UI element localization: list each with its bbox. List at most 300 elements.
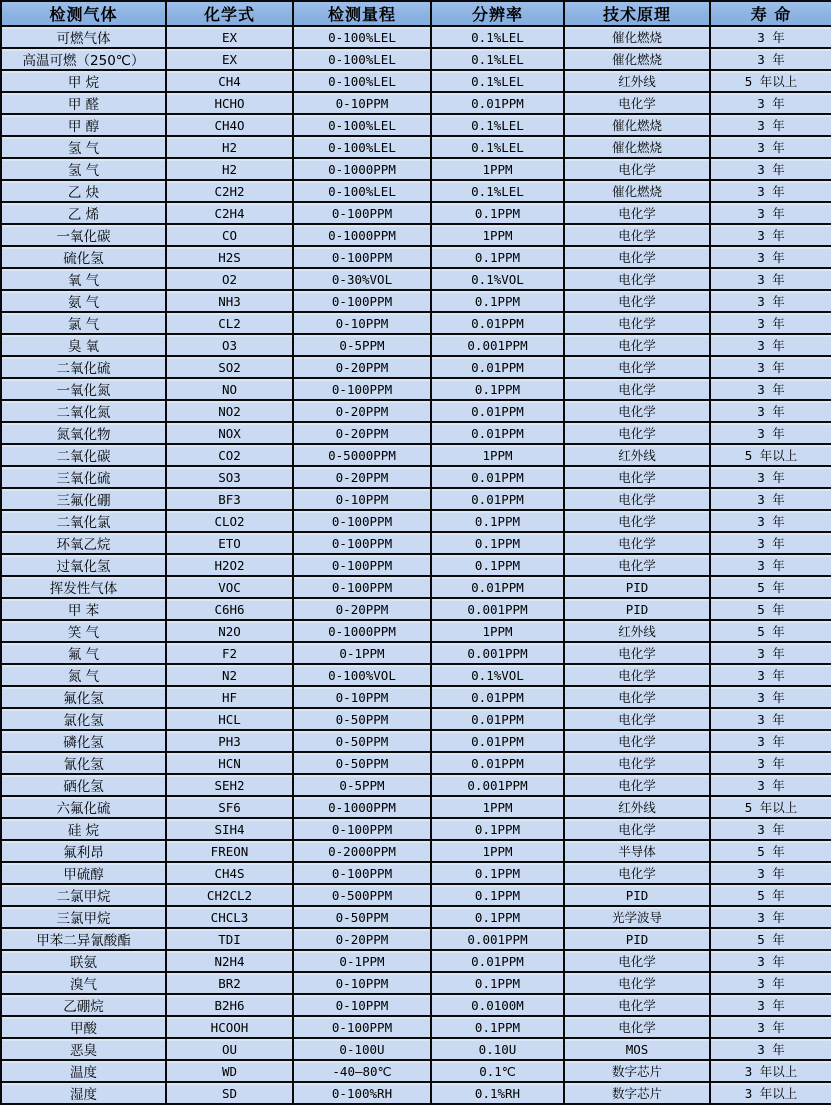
table-row — [1, 972, 831, 994]
cell-range: 0-100%LEL — [293, 180, 431, 202]
cell-principle: 催化燃烧 — [564, 114, 710, 136]
cell-principle: 电化学 — [564, 686, 710, 708]
column-header-gas: 检测气体 — [1, 1, 166, 26]
cell-gas: 甲 苯 — [1, 598, 166, 620]
cell-principle: 催化燃烧 — [564, 26, 710, 48]
cell-formula: O3 — [166, 334, 293, 356]
cell-lifespan: 3 年 — [710, 818, 831, 840]
cell-lifespan: 5 年 — [710, 840, 831, 862]
table-row — [1, 1082, 831, 1104]
cell-range: 0-1000PPM — [293, 158, 431, 180]
cell-range: 0-100PPM — [293, 532, 431, 554]
cell-range: 0-2000PPM — [293, 840, 431, 862]
cell-gas: 硫化氢 — [1, 246, 166, 268]
cell-range: 0-1000PPM — [293, 796, 431, 818]
cell-lifespan: 3 年 — [710, 26, 831, 48]
cell-formula: N2O — [166, 620, 293, 642]
cell-gas: 过氧化氢 — [1, 554, 166, 576]
column-header-resolution: 分辨率 — [431, 1, 564, 26]
cell-principle: 半导体 — [564, 840, 710, 862]
cell-gas: 磷化氢 — [1, 730, 166, 752]
cell-resolution: 0.01PPM — [431, 752, 564, 774]
table-row — [1, 796, 831, 818]
cell-range: 0-500PPM — [293, 884, 431, 906]
cell-lifespan: 3 年 — [710, 642, 831, 664]
cell-principle: 电化学 — [564, 290, 710, 312]
table-row — [1, 576, 831, 598]
cell-range: 0-1000PPM — [293, 620, 431, 642]
cell-resolution: 0.1PPM — [431, 378, 564, 400]
cell-range: 0-10PPM — [293, 92, 431, 114]
cell-gas: 环氧乙烷 — [1, 532, 166, 554]
cell-resolution: 0.1PPM — [431, 1016, 564, 1038]
cell-lifespan: 3 年 — [710, 554, 831, 576]
cell-formula: H2O2 — [166, 554, 293, 576]
cell-lifespan: 3 年 — [710, 158, 831, 180]
cell-resolution: 0.01PPM — [431, 312, 564, 334]
cell-principle: 红外线 — [564, 620, 710, 642]
cell-resolution: 1PPM — [431, 840, 564, 862]
cell-range: 0-10PPM — [293, 972, 431, 994]
cell-resolution: 0.1%VOL — [431, 268, 564, 290]
cell-range: 0-1PPM — [293, 642, 431, 664]
cell-lifespan: 3 年 — [710, 48, 831, 70]
cell-lifespan: 3 年 — [710, 202, 831, 224]
cell-formula: CO — [166, 224, 293, 246]
cell-formula: SIH4 — [166, 818, 293, 840]
cell-gas: 氮 气 — [1, 664, 166, 686]
cell-range: 0-50PPM — [293, 752, 431, 774]
cell-gas: 硅 烷 — [1, 818, 166, 840]
cell-range: 0-5PPM — [293, 334, 431, 356]
cell-gas: 乙硼烷 — [1, 994, 166, 1016]
cell-resolution: 0.1%RH — [431, 1082, 564, 1104]
cell-lifespan: 3 年 — [710, 752, 831, 774]
cell-range: 0-20PPM — [293, 422, 431, 444]
cell-lifespan: 3 年 — [710, 268, 831, 290]
cell-principle: 电化学 — [564, 334, 710, 356]
cell-formula: HCOOH — [166, 1016, 293, 1038]
cell-principle: 催化燃烧 — [564, 48, 710, 70]
cell-gas: 联氨 — [1, 950, 166, 972]
cell-principle: 电化学 — [564, 356, 710, 378]
cell-principle: 电化学 — [564, 510, 710, 532]
cell-resolution: 0.1PPM — [431, 554, 564, 576]
cell-formula: CH4O — [166, 114, 293, 136]
cell-lifespan: 3 年 — [710, 114, 831, 136]
cell-range: 0-100U — [293, 1038, 431, 1060]
cell-resolution: 0.01PPM — [431, 576, 564, 598]
cell-gas: 湿度 — [1, 1082, 166, 1104]
table-row — [1, 950, 831, 972]
cell-range: 0-20PPM — [293, 466, 431, 488]
cell-gas: 可燃气体 — [1, 26, 166, 48]
cell-formula: CO2 — [166, 444, 293, 466]
cell-range: 0-100PPM — [293, 202, 431, 224]
cell-resolution: 0.1PPM — [431, 862, 564, 884]
cell-principle: PID — [564, 576, 710, 598]
cell-formula: CL2 — [166, 312, 293, 334]
cell-formula: SEH2 — [166, 774, 293, 796]
cell-gas: 氯 气 — [1, 312, 166, 334]
table-row — [1, 136, 831, 158]
cell-gas: 氯化氢 — [1, 708, 166, 730]
cell-range: 0-100%LEL — [293, 26, 431, 48]
cell-lifespan: 5 年 — [710, 598, 831, 620]
cell-resolution: 0.001PPM — [431, 928, 564, 950]
table-row — [1, 532, 831, 554]
cell-formula: CLO2 — [166, 510, 293, 532]
cell-range: 0-20PPM — [293, 356, 431, 378]
cell-formula: F2 — [166, 642, 293, 664]
cell-range: 0-10PPM — [293, 994, 431, 1016]
cell-lifespan: 3 年 — [710, 532, 831, 554]
cell-resolution: 0.01PPM — [431, 730, 564, 752]
cell-gas: 溴气 — [1, 972, 166, 994]
cell-principle: 电化学 — [564, 378, 710, 400]
table-row — [1, 994, 831, 1016]
cell-formula: BR2 — [166, 972, 293, 994]
table-row — [1, 422, 831, 444]
cell-lifespan: 5 年以上 — [710, 796, 831, 818]
cell-gas: 氰化氢 — [1, 752, 166, 774]
cell-gas: 二氧化硫 — [1, 356, 166, 378]
cell-principle: 电化学 — [564, 818, 710, 840]
cell-resolution: 0.1%LEL — [431, 114, 564, 136]
cell-resolution: 0.1PPM — [431, 818, 564, 840]
table-row — [1, 752, 831, 774]
cell-formula: C2H2 — [166, 180, 293, 202]
cell-resolution: 0.1%LEL — [431, 26, 564, 48]
table-row — [1, 708, 831, 730]
table-row — [1, 818, 831, 840]
cell-principle: 电化学 — [564, 422, 710, 444]
cell-formula: SO3 — [166, 466, 293, 488]
cell-principle: 电化学 — [564, 554, 710, 576]
cell-resolution: 0.01PPM — [431, 708, 564, 730]
cell-resolution: 0.1PPM — [431, 906, 564, 928]
cell-formula: VOC — [166, 576, 293, 598]
cell-lifespan: 3 年 — [710, 180, 831, 202]
table-row — [1, 862, 831, 884]
cell-lifespan: 5 年以上 — [710, 70, 831, 92]
cell-gas: 甲酸 — [1, 1016, 166, 1038]
cell-resolution: 0.1PPM — [431, 972, 564, 994]
cell-principle: 电化学 — [564, 752, 710, 774]
cell-formula: NOX — [166, 422, 293, 444]
cell-resolution: 0.01PPM — [431, 400, 564, 422]
cell-formula: HCN — [166, 752, 293, 774]
cell-gas: 氮氧化物 — [1, 422, 166, 444]
cell-range: 0-20PPM — [293, 400, 431, 422]
table-row — [1, 26, 831, 48]
cell-principle: 电化学 — [564, 862, 710, 884]
cell-range: 0-1PPM — [293, 950, 431, 972]
cell-lifespan: 3 年 — [710, 312, 831, 334]
cell-principle: 电化学 — [564, 92, 710, 114]
cell-principle: 数字芯片 — [564, 1082, 710, 1104]
cell-formula: CH4S — [166, 862, 293, 884]
cell-formula: ETO — [166, 532, 293, 554]
table-row — [1, 488, 831, 510]
cell-formula: OU — [166, 1038, 293, 1060]
cell-formula: NO — [166, 378, 293, 400]
cell-gas: 氟利昂 — [1, 840, 166, 862]
cell-formula: NO2 — [166, 400, 293, 422]
cell-lifespan: 3 年 — [710, 224, 831, 246]
table-row — [1, 158, 831, 180]
cell-resolution: 0.001PPM — [431, 334, 564, 356]
cell-principle: 电化学 — [564, 268, 710, 290]
cell-gas: 二氧化氯 — [1, 510, 166, 532]
cell-resolution: 0.001PPM — [431, 598, 564, 620]
cell-lifespan: 3 年 — [710, 510, 831, 532]
cell-resolution: 0.01PPM — [431, 92, 564, 114]
table-row — [1, 906, 831, 928]
cell-formula: EX — [166, 48, 293, 70]
cell-range: 0-100PPM — [293, 576, 431, 598]
cell-formula: B2H6 — [166, 994, 293, 1016]
cell-principle: MOS — [564, 1038, 710, 1060]
cell-lifespan: 3 年 — [710, 906, 831, 928]
table-row — [1, 1038, 831, 1060]
cell-principle: 数字芯片 — [564, 1060, 710, 1082]
cell-formula: N2H4 — [166, 950, 293, 972]
table-row — [1, 1016, 831, 1038]
cell-lifespan: 3 年 — [710, 488, 831, 510]
cell-gas: 甲 烷 — [1, 70, 166, 92]
cell-resolution: 0.10U — [431, 1038, 564, 1060]
cell-range: 0-10PPM — [293, 312, 431, 334]
cell-range: 0-50PPM — [293, 730, 431, 752]
cell-gas: 三氧化硫 — [1, 466, 166, 488]
cell-gas: 一氧化氮 — [1, 378, 166, 400]
cell-principle: 电化学 — [564, 532, 710, 554]
cell-resolution: 0.01PPM — [431, 466, 564, 488]
table-row — [1, 840, 831, 862]
cell-range: 0-100PPM — [293, 554, 431, 576]
cell-range: 0-100%LEL — [293, 136, 431, 158]
table-row — [1, 268, 831, 290]
cell-formula: CH2CL2 — [166, 884, 293, 906]
cell-lifespan: 3 年 — [710, 378, 831, 400]
cell-lifespan: 3 年 — [710, 136, 831, 158]
cell-lifespan: 3 年 — [710, 92, 831, 114]
cell-gas: 乙 烯 — [1, 202, 166, 224]
table-row — [1, 114, 831, 136]
cell-principle: PID — [564, 598, 710, 620]
cell-principle: 催化燃烧 — [564, 136, 710, 158]
cell-formula: CH4 — [166, 70, 293, 92]
table-row — [1, 290, 831, 312]
cell-gas: 三氯甲烷 — [1, 906, 166, 928]
cell-principle: 电化学 — [564, 224, 710, 246]
table-row — [1, 202, 831, 224]
cell-gas: 氢 气 — [1, 136, 166, 158]
cell-lifespan: 3 年以上 — [710, 1082, 831, 1104]
column-header-formula: 化学式 — [166, 1, 293, 26]
cell-gas: 硒化氢 — [1, 774, 166, 796]
cell-range: 0-30%VOL — [293, 268, 431, 290]
cell-gas: 六氟化硫 — [1, 796, 166, 818]
cell-range: 0-1000PPM — [293, 224, 431, 246]
cell-formula: NH3 — [166, 290, 293, 312]
cell-principle: 电化学 — [564, 730, 710, 752]
cell-range: 0-100PPM — [293, 862, 431, 884]
cell-principle: 电化学 — [564, 488, 710, 510]
cell-resolution: 0.1%LEL — [431, 48, 564, 70]
cell-lifespan: 5 年以上 — [710, 444, 831, 466]
cell-range: 0-100PPM — [293, 246, 431, 268]
cell-principle: 电化学 — [564, 246, 710, 268]
table-row — [1, 378, 831, 400]
cell-gas: 挥发性气体 — [1, 576, 166, 598]
cell-resolution: 1PPM — [431, 796, 564, 818]
cell-gas: 氟 气 — [1, 642, 166, 664]
cell-principle: 电化学 — [564, 994, 710, 1016]
cell-resolution: 0.1PPM — [431, 884, 564, 906]
cell-range: 0-100PPM — [293, 818, 431, 840]
cell-range: 0-100%LEL — [293, 70, 431, 92]
cell-gas: 温度 — [1, 1060, 166, 1082]
cell-resolution: 0.001PPM — [431, 642, 564, 664]
cell-resolution: 0.1%LEL — [431, 136, 564, 158]
table-row — [1, 598, 831, 620]
cell-principle: 电化学 — [564, 708, 710, 730]
table-row — [1, 466, 831, 488]
cell-formula: HF — [166, 686, 293, 708]
cell-lifespan: 3 年 — [710, 862, 831, 884]
cell-range: 0-100PPM — [293, 1016, 431, 1038]
cell-formula: EX — [166, 26, 293, 48]
cell-range: 0-50PPM — [293, 906, 431, 928]
cell-formula: FREON — [166, 840, 293, 862]
cell-resolution: 0.1℃ — [431, 1060, 564, 1082]
cell-formula: PH3 — [166, 730, 293, 752]
table-row — [1, 686, 831, 708]
cell-resolution: 0.1PPM — [431, 532, 564, 554]
cell-principle: 电化学 — [564, 950, 710, 972]
cell-resolution: 0.01PPM — [431, 686, 564, 708]
header-row — [1, 1, 831, 26]
cell-principle: 电化学 — [564, 312, 710, 334]
table-row — [1, 180, 831, 202]
cell-formula: C2H4 — [166, 202, 293, 224]
column-header-range: 检测量程 — [293, 1, 431, 26]
cell-resolution: 0.1PPM — [431, 290, 564, 312]
cell-formula: HCL — [166, 708, 293, 730]
cell-range: 0-100%RH — [293, 1082, 431, 1104]
column-header-principle: 技术原理 — [564, 1, 710, 26]
cell-lifespan: 3 年 — [710, 422, 831, 444]
cell-formula: BF3 — [166, 488, 293, 510]
cell-principle: 催化燃烧 — [564, 180, 710, 202]
cell-gas: 氢 气 — [1, 158, 166, 180]
cell-formula: N2 — [166, 664, 293, 686]
cell-principle: 电化学 — [564, 1016, 710, 1038]
cell-resolution: 0.1%VOL — [431, 664, 564, 686]
cell-lifespan: 3 年 — [710, 730, 831, 752]
cell-gas: 二氧化氮 — [1, 400, 166, 422]
cell-range: 0-100PPM — [293, 290, 431, 312]
table-row — [1, 1060, 831, 1082]
cell-range: 0-20PPM — [293, 928, 431, 950]
table-row — [1, 884, 831, 906]
cell-gas: 氧 气 — [1, 268, 166, 290]
cell-lifespan: 3 年 — [710, 972, 831, 994]
cell-principle: 电化学 — [564, 642, 710, 664]
cell-gas: 臭 氧 — [1, 334, 166, 356]
table-row — [1, 642, 831, 664]
table-row — [1, 334, 831, 356]
table-row — [1, 48, 831, 70]
cell-lifespan: 5 年 — [710, 620, 831, 642]
table-row — [1, 224, 831, 246]
cell-formula: CHCL3 — [166, 906, 293, 928]
cell-range: 0-50PPM — [293, 708, 431, 730]
table-row — [1, 70, 831, 92]
cell-resolution: 0.1%LEL — [431, 180, 564, 202]
cell-resolution: 0.01PPM — [431, 422, 564, 444]
cell-formula: O2 — [166, 268, 293, 290]
cell-resolution: 0.01PPM — [431, 950, 564, 972]
cell-resolution: 1PPM — [431, 224, 564, 246]
cell-gas: 氨 气 — [1, 290, 166, 312]
cell-resolution: 0.001PPM — [431, 774, 564, 796]
cell-principle: 电化学 — [564, 466, 710, 488]
cell-formula: TDI — [166, 928, 293, 950]
cell-range: 0-100PPM — [293, 378, 431, 400]
cell-formula: H2 — [166, 136, 293, 158]
cell-resolution: 0.0100M — [431, 994, 564, 1016]
cell-range: 0-5000PPM — [293, 444, 431, 466]
cell-principle: 红外线 — [564, 796, 710, 818]
cell-lifespan: 3 年以上 — [710, 1060, 831, 1082]
cell-lifespan: 3 年 — [710, 290, 831, 312]
cell-formula: WD — [166, 1060, 293, 1082]
cell-principle: 红外线 — [564, 444, 710, 466]
cell-formula: SF6 — [166, 796, 293, 818]
cell-gas: 一氧化碳 — [1, 224, 166, 246]
cell-resolution: 0.1PPM — [431, 202, 564, 224]
cell-gas: 甲苯二异氰酸酯 — [1, 928, 166, 950]
cell-range: 0-100%LEL — [293, 48, 431, 70]
cell-lifespan: 3 年 — [710, 334, 831, 356]
cell-resolution: 0.01PPM — [431, 488, 564, 510]
column-header-lifespan: 寿 命 — [710, 1, 831, 26]
cell-principle: 电化学 — [564, 202, 710, 224]
cell-principle: 电化学 — [564, 158, 710, 180]
table-row — [1, 928, 831, 950]
table-row — [1, 554, 831, 576]
cell-gas: 甲硫醇 — [1, 862, 166, 884]
cell-gas: 甲 醇 — [1, 114, 166, 136]
cell-resolution: 0.01PPM — [431, 356, 564, 378]
cell-gas: 高温可燃（250℃） — [1, 48, 166, 70]
table-row — [1, 356, 831, 378]
cell-lifespan: 3 年 — [710, 466, 831, 488]
table-row — [1, 774, 831, 796]
cell-principle: 电化学 — [564, 972, 710, 994]
cell-principle: PID — [564, 884, 710, 906]
cell-lifespan: 3 年 — [710, 356, 831, 378]
cell-resolution: 0.1PPM — [431, 246, 564, 268]
cell-gas: 乙 炔 — [1, 180, 166, 202]
cell-range: -40—80℃ — [293, 1060, 431, 1082]
cell-gas: 二氧化碳 — [1, 444, 166, 466]
cell-formula: H2 — [166, 158, 293, 180]
cell-principle: 电化学 — [564, 774, 710, 796]
